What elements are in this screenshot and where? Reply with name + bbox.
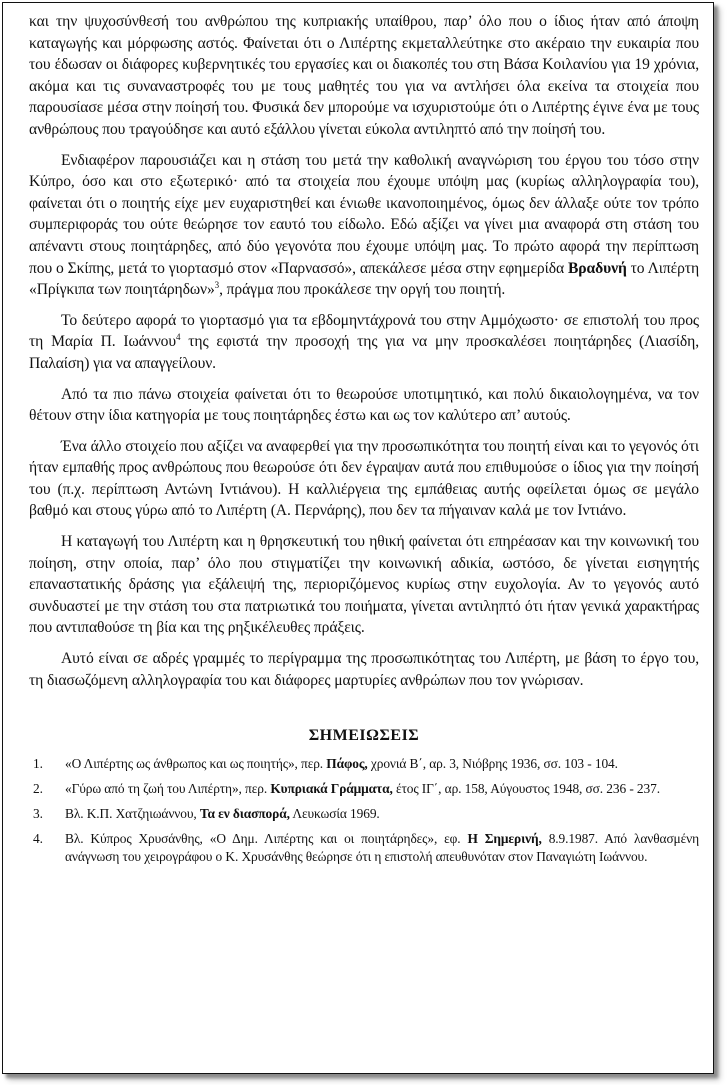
paragraph (29, 150, 699, 301)
note-text-part: χρονιά Β΄, αρ. 3, Νιόβρης 1936, σσ. 103 - 104. (367, 755, 618, 771)
paragraph-text: Ενδιαφέρον παρουσιάζει και η στάση του μετά την καθολική αναγνώριση του έργου του τόσο στην Κύπρο, όσο και στο εξωτερικό· από τα στοιχεία που έχουμε υπόψη μας (κυρίως αλληλογραφία του), φαίνεται ότι ο ποιητής είχε μεν ευχαριστηθεί και ένιωθε ικανοποιημένος, όμως δεν άλλαξε ούτε τον τρόπο συμπεριφοράς του ούτε θεώρησε τον εαυτό του είδωλο. Εδώ αξίζει να γίνει μια αναφορά στη στάση του απέναντι στους ποιητάρηδες, από δύο γεγονότα που έχουμε υπόψη μας. Το πρώτο αφορά την περίπτωση που ο Σκίπης, μετά το γιορτασμό στον «Παρνασσό», απεκάλεσε μέσα στην εφημερίδα (29, 151, 699, 277)
note-text-part: έτος ΙΓ΄, αρ. 158, Αύγουστος 1948, σσ. 236 - 237. (392, 780, 660, 796)
note-number: 3. (33, 805, 43, 821)
note-number: 1. (33, 755, 43, 771)
note-item (29, 830, 699, 866)
paragraph-text: το Λιπέρτη «Πρίγκιπα των ποιητάρηδων» (29, 259, 699, 299)
note-text-part: Βλ. Κύπρος Χρυσάνθης, «Ο Δημ. Λιπέρτης και οι ποιητάρηδες», εφ. (65, 830, 468, 846)
note-text (65, 780, 699, 798)
note-text (65, 805, 699, 823)
paragraph: και την ψυχοσύνθεσή του ανθρώπου της κυπριακής υπαίθρου, παρ’ όλο που ο ίδιος ήταν από άποψη καταγωγής και μόρφωσης αστός. Φαίνεται ότι ο Λιπέρτης εκμεταλλεύτηκε στο ακέραιο την ευκαιρία που του έδωσαν οι διάφορες κυβερνητικές του εργασίες και οι διακοπές του στη Βάσα Κοιλανίου για 19 χρόνια, ακόμα και τις συναναστροφές του με τους μαθητές του για να αντλήσει όλα εκείνα τα στοιχεία που παρουσίασε μέσα στην ποίησή του. Φυσικά δεν μπορούμε να ισχυριστούμε ότι ο Λιπέρτης έγινε ένα με τους ανθρώπους που τραγούδησε και αυτό εξάλλου γίνεται εύκολα αντιληπτό από την ποίησή του. (29, 13, 699, 138)
note-item (29, 805, 699, 823)
note-text-part: «Ο Λιπέρτης ως άνθρωπος και ως ποιητής», περ. (65, 755, 327, 771)
paragraph-text: Το δεύτερο αφορά το γιορτασμό για τα εβδομηντάχρονά του στην Αμμόχωστο· σε επιστολή του προς τη Μαρία Π. Ιωάννου (29, 311, 699, 351)
footnote-ref[interactable]: 4 (175, 332, 181, 343)
note-item (29, 780, 699, 798)
paragraph-text: της εφιστά την προσοχή της για να μην προσκαλέσει ποιητάρηδες (Λιασίδη, Παλαίση) για να απαγγείλουν. (29, 333, 699, 372)
paragraph: Από τα πιο πάνω στοιχεία φαίνεται ότι το θεωρούσε υποτιμητικό, και πολύ δικαιολογημένα, να τον θέτουν στην ίδια κατηγορία με τους ποιητάρηδες έστω και ως τον καλύτερο απ’ αυτούς. (29, 385, 699, 425)
notes-heading: ΣΗΜΕΙΩΣΕΙΣ (308, 727, 420, 745)
note-text (65, 830, 699, 866)
notes-list (29, 755, 699, 866)
document-body (29, 11, 699, 873)
publication-title: Τα εν διασπορά, (199, 805, 290, 821)
note-text-part: 8.9.1987. Από λανθασμένη ανάγνωση του χειρογράφου ο Κ. Χρυσάνθης θεώρησε ότι η επιστολή απευθυνόταν στον Παναγιώτη Ιωάννου. (65, 830, 700, 864)
note-text-part: Λευκωσία 1969. (289, 805, 380, 821)
note-text (65, 755, 699, 773)
paragraph-text: , πράγμα που προκάλεσε την οργή του ποιητή. (219, 281, 506, 299)
document-page (2, 2, 714, 1074)
footnote-ref[interactable]: 3 (214, 280, 220, 291)
note-item (29, 755, 699, 773)
publication-title: Κυπριακά Γράμματα, (270, 780, 393, 796)
note-number: 2. (33, 780, 43, 796)
publication-title: Πάφος, (326, 755, 368, 771)
paragraph (29, 310, 699, 375)
newspaper-title: Βραδυνή (567, 259, 627, 277)
paragraph: Αυτό είναι σε αδρές γραμμές το περίγραμμα της προσωπικότητας του Λιπέρτη, με βάση το έργο του, τη διασωζόμενη αλληλογραφία του και διάφορες μαρτυρίες ανθρώπων που τον γνώρισαν. (29, 650, 699, 689)
paragraph: Ένα άλλο στοιχείο που αξίζει να αναφερθεί για την προσωπικότητα του ποιητή είναι και το γεγονός ότι ήταν εμπαθής προς ανθρώπους που θεωρούσε ότι δεν έγραψαν αυτά που επιθυμούσε ο ίδιος για την ποίησή του (π.χ. περίπτωση Αντώνη Ιντιάνου). Η καλλιέργεια της εμπάθειας αυτής οφείλεται όμως σε μεγάλο βαθμό και στους γύρω από το Λιπέρτη (Α. Περνάρης), που δεν τα πήγαιναν καλά με τον Ιντιάνο. (29, 437, 699, 520)
paragraph: Η καταγωγή του Λιπέρτη και η θρησκευτική του ηθική φαίνεται ότι επηρέασαν και την κοινωνική του ποίηση, στην οποία, παρ’ όλο που στιγματίζει την κοινωνική αδικία, ωστόσο, δε γίνεται εισηγητής επαναστατικής δράσης για εξάλειψή της, περιοριζόμενος κυρίως στην ευχολογία. Αν το γεγονός αυτό συνδυαστεί με την στάση του στα πατριωτικά του ποιήματα, γίνεται αντιληπτό ότι ήταν γενικά χαρακτήρας που αντιπαθούσε τη βία και της ρηξικέλευθες πράξεις. (29, 533, 699, 637)
publication-title: Η Σημερινή, (467, 830, 542, 846)
note-number: 4. (33, 830, 43, 846)
note-text-part: «Γύρω από τη ζωή του Λιπέρτη», περ. (65, 780, 271, 796)
note-text-part: Βλ. Κ.Π. Χατζηιωάννου, (65, 805, 200, 821)
